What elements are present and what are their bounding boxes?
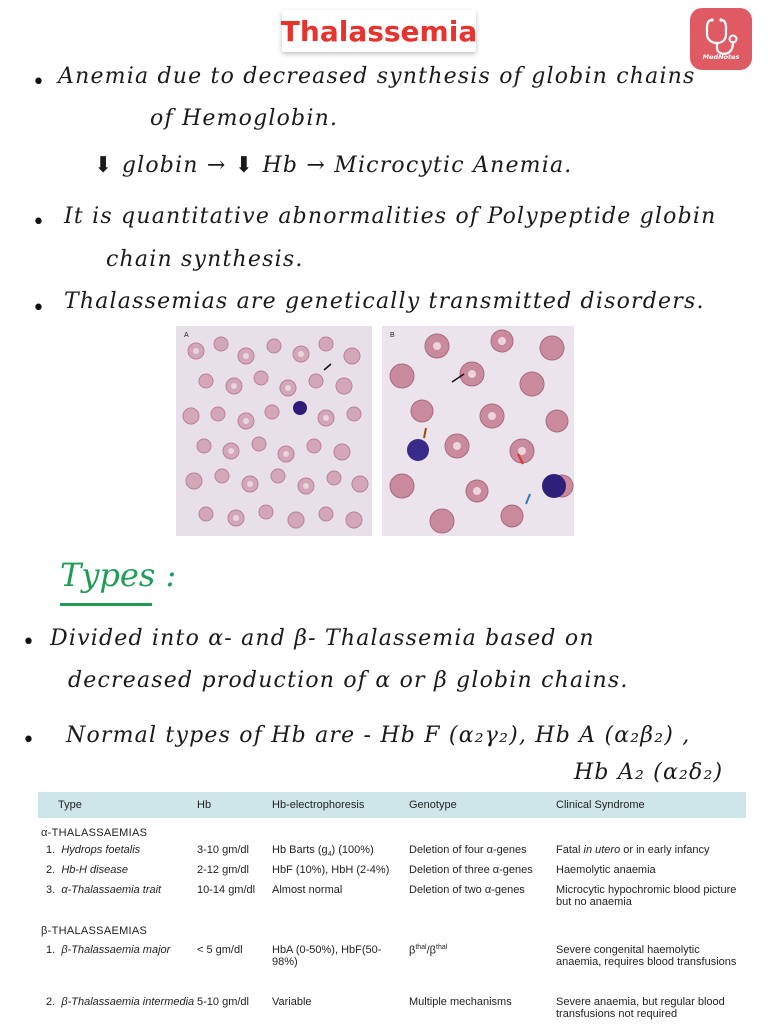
row-clinical: Severe congenital haemolytic anaemia, requires blood transfusions [556,944,737,968]
row-genotype: Multiple mechanisms [409,996,512,1008]
row-clinical: Haemolytic anaemia [556,864,656,876]
row-hb: < 5 gm/dl [197,944,243,956]
row-hb: 5-10 gm/dl [197,996,249,1008]
table-header: Genotype [409,799,457,811]
mednotes-logo [690,8,752,70]
page-title-box [282,10,476,52]
bullet-dot: • [32,296,45,321]
blood-cells-graphic [176,326,372,536]
note-line: decreased production of α or β globin chains. [68,668,629,693]
types-underline [60,603,152,606]
row-hb: 2-12 gm/dl [197,864,249,876]
note-line: It is quantitative abnormalities of Polypeptide globin [64,204,717,229]
table-row [38,864,746,884]
row-genotype: Deletion of four α-genes [409,844,527,856]
table-section-label: β-THALASSAEMIAS [41,925,148,937]
row-genotype: Deletion of two α-genes [409,884,525,896]
logo-label: MedNotes [702,53,740,61]
blood-smear-image-a [176,326,372,536]
note-line: Anemia due to decreased synthesis of globin chains [58,64,696,89]
note-line: Divided into α- and β- Thalassemia based on [50,626,595,651]
note-line: chain synthesis. [106,247,304,272]
row-clinical: Fatal in utero or in early infancy [556,844,710,856]
bullet-dot: • [22,630,35,655]
note-line: of Hemoglobin. [150,106,339,131]
table-header: Hb-electrophoresis [272,799,365,811]
image-a-label: A [184,332,189,339]
bullet-dot: • [32,210,45,235]
table-header-row [38,792,746,818]
note-line: Hb A₂ (α₂δ₂) [574,760,724,785]
table-section-label: α-THALASSAEMIAS [41,827,148,839]
note-line: ⬇ globin → ⬇ Hb → Microcytic Anemia. [94,153,573,178]
image-b-label: B [390,332,395,339]
row-genotype: Deletion of three α-genes [409,864,533,876]
table-row [38,996,746,1028]
row-electrophoresis: Almost normal [272,884,343,896]
table-header: Clinical Syndrome [556,799,645,811]
row-electrophoresis: Variable [272,996,312,1008]
bullet-dot: • [32,70,45,95]
table-header: Hb [197,799,212,811]
row-electrophoresis: Hb Barts $(g_4)$ (100%) [272,844,374,859]
row-hb: 3-10 gm/dl [197,844,249,856]
bullet-dot: • [22,728,35,753]
row-type: Hb-H disease [61,864,128,876]
row-clinical: Severe anaemia, but regular blood transfusions not required [556,996,725,1020]
table-row [38,944,746,996]
types-heading: Types : [60,556,177,594]
row-type: α-Thalassaemia trait [61,884,162,896]
row-number: 3. [46,884,56,896]
row-electrophoresis: HbA (0-50%), HbF(50-98%) [272,944,382,968]
row-type: β-Thalassaemia intermedia [61,996,195,1008]
note-line: Thalassemias are genetically transmitted disorders. [64,289,705,314]
row-number: 1. [46,944,56,956]
thalassemia-table [38,792,746,1028]
row-number: 2. [46,864,56,876]
page-title: Thalassemia [280,14,478,48]
row-number: 1. [46,844,56,856]
row-clinical: Microcytic hypochromic blood picture but no anaemia [556,884,737,908]
table-header: Type [58,799,82,811]
table-row [38,884,746,916]
note-line: Normal types of Hb are - Hb F (α₂γ₂), Hb A (α₂β₂) , [66,723,691,748]
table-row [38,844,746,864]
row-number: 2. [46,996,56,1008]
row-genotype: $\beta^{thal}/\beta^{thal}$ [409,944,448,957]
blood-cells-graphic [382,326,574,536]
row-type: Hydrops foetalis [61,844,141,856]
row-electrophoresis: HbF (10%), HbH (2-4%) [272,864,390,876]
blood-smear-image-b [382,326,574,536]
row-hb: 10-14 gm/dl [197,884,256,896]
row-type: β-Thalassaemia major [61,944,171,956]
